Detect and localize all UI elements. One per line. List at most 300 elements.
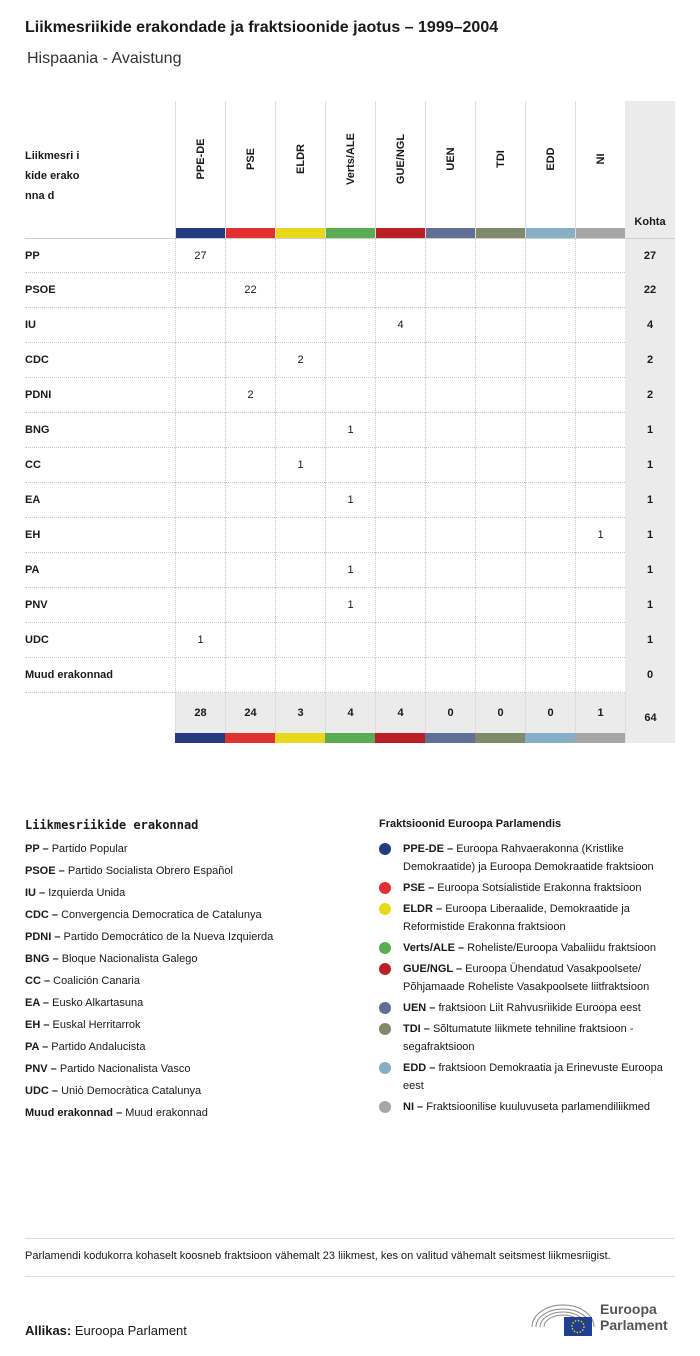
table-body [25,238,675,693]
seat-cell [225,343,275,378]
seat-cell [225,553,275,588]
seat-cell [425,343,475,378]
group-column-header [275,101,325,238]
group-color-stripe [475,733,525,743]
seat-cell [325,239,375,274]
seat-cell [225,623,275,658]
grand-total-cell: 64 [625,693,675,743]
party-legend-name: Convergencia Democratica de Catalunya [61,909,262,921]
group-color-dot-icon [379,843,391,855]
table-row [25,413,675,448]
group-legend [379,818,675,1119]
group-legend-code: EDD [403,1062,427,1074]
party-legend-code: PA [25,1041,40,1053]
seat-cell [225,308,275,343]
seat-cell [225,448,275,483]
seat-cell [325,623,375,658]
group-color-stripe [576,228,625,238]
party-code: CDC [25,354,49,366]
seat-cell [175,518,225,553]
seat-cell [225,413,275,448]
seat-cell [525,623,575,658]
seat-cell: 1 [175,623,225,658]
group-column-header [225,101,275,238]
seat-cell [475,308,525,343]
legend-separator: – [426,1002,439,1014]
group-column-header [525,101,575,238]
group-column-label: Verts/ALE [344,133,357,185]
seat-cell [375,588,425,623]
seat-cell [425,623,475,658]
seat-cell [375,448,425,483]
group-total-cell: 1 [575,693,625,733]
table-row [25,273,675,308]
seat-cell [225,588,275,623]
seat-cell [175,483,225,518]
seat-cell [475,343,525,378]
seat-cell [375,343,425,378]
legend-separator: – [39,1041,52,1053]
group-legend-code: UEN [403,1002,427,1014]
party-legend-code: EH [25,1019,41,1031]
seat-cell [425,483,475,518]
party-legend-item [25,948,355,970]
seat-cell [475,378,525,413]
party-code: PP [25,250,40,262]
seat-cell [575,588,625,623]
group-color-dot-icon [379,903,391,915]
seat-cell [575,448,625,483]
seat-cell: 1 [325,483,375,518]
legend-separator: – [48,909,62,921]
seat-cell [375,623,425,658]
seat-cell [175,273,225,308]
group-legend-item [379,1098,675,1116]
table-row [25,518,675,553]
table-row [25,483,675,518]
seat-cell [425,448,475,483]
seat-cell [575,623,625,658]
party-legend-code: CC [25,975,41,987]
seat-cell [475,448,525,483]
legend-separator: – [36,887,49,899]
seat-cell [375,413,425,448]
party-legend-code: UDC [25,1085,49,1097]
legend-separator: – [432,903,446,915]
group-legend-item [379,900,675,936]
group-column-label: UEN [444,147,457,171]
seat-cell [575,658,625,693]
seat-cell [375,378,425,413]
group-legend-item [379,1059,675,1095]
group-column-header [425,101,475,238]
group-column-label: TDI [494,150,507,168]
group-total-cell: 24 [225,693,275,733]
group-legend-item [379,879,675,897]
seat-cell [425,588,475,623]
group-column-label: NI [594,153,607,165]
group-color-stripe [175,733,225,743]
seat-cell [375,553,425,588]
legend-separator: – [443,843,457,855]
party-legend-name: Muud erakonnad [125,1107,208,1119]
logo-line-2: Parlament [600,1317,668,1333]
row-total-cell: 4 [625,308,675,343]
group-total-cell: 0 [525,693,575,733]
table-row [25,623,675,658]
seat-cell [575,239,625,274]
seat-cell [475,588,525,623]
group-total-cell: 0 [475,693,525,733]
group-color-stripe [376,228,425,238]
seat-cell [425,553,475,588]
seat-cell [375,483,425,518]
group-color-dot-icon [379,882,391,894]
party-legend [25,818,355,1124]
seat-cell [475,413,525,448]
legend-separator: – [414,1101,427,1113]
seat-cell [175,658,225,693]
seat-cell [275,413,325,448]
seat-cell [175,588,225,623]
party-legend-name: Partido Popular [51,843,128,855]
legend-separator: – [425,882,438,894]
row-total-cell: 27 [625,239,675,274]
seat-cell [525,448,575,483]
total-header-label: Kohta [634,216,666,228]
party-legend-item [25,838,355,860]
seat-cell [175,308,225,343]
group-column-header [175,101,225,238]
party-legend-name: Partido Nacionalista Vasco [59,1063,191,1075]
seat-cell: 1 [325,553,375,588]
legend-separator: – [47,1063,60,1075]
seat-cell [275,378,325,413]
seat-cell [325,658,375,693]
party-code: PSOE [25,284,56,296]
party-code: PNV [25,599,48,611]
group-color-stripe [476,228,525,238]
party-legend-list [25,838,355,1124]
group-legend-name: fraktsioon Demokraatia ja Erinevuste Euroopa eest [403,1062,663,1092]
seat-cell [225,483,275,518]
table-row [25,378,675,413]
party-legend-item [25,970,355,992]
legend-separator: – [40,975,54,987]
party-code: Muud erakonnad [25,669,114,681]
group-total-cell: 4 [375,693,425,733]
legend-separator: – [48,1085,62,1097]
seat-cell [525,588,575,623]
table-row [25,343,675,378]
parliament-hemicycle-icon [530,1301,596,1337]
seat-cell [375,518,425,553]
party-code: BNG [25,424,50,436]
page-subtitle: Hispaania - Avaistung [27,50,182,67]
group-legend-item [379,960,675,996]
legend-separator: – [40,1019,53,1031]
seat-cell [475,273,525,308]
party-legend-item [25,904,355,926]
seat-cell: 22 [225,273,275,308]
group-color-dot-icon [379,942,391,954]
group-legend-code: PSE [403,882,426,894]
group-color-stripe [526,228,575,238]
legend-separator: – [51,931,64,943]
group-column-label: PSE [244,147,257,171]
seat-cell [375,273,425,308]
seat-cell: 1 [325,588,375,623]
seat-cell [425,308,475,343]
seat-cell [275,308,325,343]
seat-cell [275,553,325,588]
seat-cell [425,658,475,693]
group-legend-item [379,1020,675,1056]
footnote: Parlamendi kodukorra kohaselt koosneb fraktsioon vähemalt 23 liikmest, kes on valitud vähemalt seitsmest liikmesriigist. [25,1238,675,1277]
party-legend-code: PDNI [25,931,52,943]
seat-cell [275,658,325,693]
seat-cell: 2 [275,343,325,378]
legend-separator: – [426,1062,439,1074]
seat-cell [475,483,525,518]
party-legend-item [25,860,355,882]
seat-cell: 4 [375,308,425,343]
group-legend-name: fraktsioon Liit Rahvusriikide Euroopa eest [438,1002,641,1014]
seat-cell [525,483,575,518]
group-color-stripe [275,733,325,743]
seat-cell [275,588,325,623]
group-legend-name: Fraktsioonilise kuuluvuseta parlamendiliikmed [426,1101,651,1113]
party-legend-code: PNV [25,1063,48,1075]
party-legend-code: PSOE [25,865,56,877]
group-column-label: ELDR [294,144,307,174]
legend-separator: – [39,997,53,1009]
seat-cell [275,483,325,518]
legend-separator: – [420,1023,433,1035]
row-total-cell: 2 [625,343,675,378]
seat-cell: 2 [225,378,275,413]
party-legend-name: Izquierda Unida [48,887,126,899]
party-legend-code: CDC [25,909,49,921]
group-color-stripe [325,733,375,743]
seat-cell [275,239,325,274]
seat-cell [525,658,575,693]
distribution-table [25,101,675,743]
group-legend-list [379,840,675,1116]
seat-cell [475,518,525,553]
seat-cell [425,378,475,413]
table-row [25,308,675,343]
legend-separator: – [454,942,468,954]
seat-cell [375,658,425,693]
group-legend-code: ELDR [403,903,433,915]
group-color-dot-icon [379,1062,391,1074]
seat-cell [175,553,225,588]
table-row [25,553,675,588]
party-legend-name: Eusko Alkartasuna [52,997,144,1009]
seat-cell [525,239,575,274]
seat-cell [175,378,225,413]
party-code: CC [25,459,41,471]
party-code: PA [25,564,40,576]
group-legend-code: NI [403,1101,414,1113]
seat-cell [475,553,525,588]
seat-cell [575,308,625,343]
group-color-stripe [425,733,475,743]
seat-cell [575,413,625,448]
seat-cell [175,343,225,378]
legend-separator: – [113,1107,126,1119]
party-legend-code: IU [25,887,36,899]
group-color-dot-icon [379,1101,391,1113]
seat-cell [425,273,475,308]
seat-cell [225,239,275,274]
party-code: IU [25,319,36,331]
seat-cell [325,518,375,553]
party-legend-code: BNG [25,953,50,965]
party-legend-item [25,882,355,904]
group-color-stripe [225,733,275,743]
party-legend-name: Partido Andalucista [51,1041,146,1053]
totals-row [25,693,675,743]
group-legend-name: Euroopa Rahvaerakonna (Kristlike Demokraatide) ja Euroopa Demokraatide fraktsioon [403,843,654,873]
seat-cell: 27 [175,239,225,274]
table-row [25,448,675,483]
row-header-label: Liikmesri ikide erakonna d [25,150,80,202]
seat-cell [575,553,625,588]
group-legend-code: GUE/NGL [403,963,453,975]
row-total-cell: 1 [625,588,675,623]
group-column-header [375,101,425,238]
party-legend-item [25,1058,355,1080]
party-legend-name: Uniò Democràtica Catalunya [61,1085,202,1097]
seat-cell [475,658,525,693]
party-legend-name: Partido Democrático de la Nueva Izquierda [63,931,274,943]
group-color-stripe [525,733,575,743]
group-column-label: PPE-DE [194,138,207,180]
logo-line-1: Euroopa [600,1301,657,1317]
seat-cell [325,273,375,308]
seat-cell [425,518,475,553]
group-legend-name: Roheliste/Euroopa Vabaliidu fraktsioon [467,942,656,954]
seat-cell [325,378,375,413]
table-header [25,101,675,238]
seat-cell [575,273,625,308]
legend-separator: – [452,963,466,975]
group-legend-name: Sõltumatute liikmete tehniline fraktsioon - segafraktsioon [403,1023,634,1053]
party-code: PDNI [25,389,52,401]
group-color-dot-icon [379,1002,391,1014]
seat-cell: 1 [575,518,625,553]
party-legend-item [25,1036,355,1058]
party-legend-name: Coalición Canaria [53,975,140,987]
party-legend-name: Euskal Herritarrok [52,1019,141,1031]
group-column-header [475,101,525,238]
party-legend-item [25,1014,355,1036]
seat-cell [325,308,375,343]
seat-cell [425,239,475,274]
seat-cell [175,448,225,483]
row-total-cell: 1 [625,518,675,553]
seat-cell [225,518,275,553]
seat-cell [425,413,475,448]
group-legend-name: Euroopa Ühendatud Vasakpoolsete/ Põhjamaade Roheliste Vasakpoolsete liitfraktsioon [403,963,650,993]
legend-separator: – [55,865,68,877]
seat-cell [525,553,575,588]
party-legend-item [25,992,355,1014]
group-legend-code: Verts/ALE [403,942,455,954]
group-legend-item [379,999,675,1017]
seat-cell [525,378,575,413]
group-legend-item [379,939,675,957]
seat-cell [325,343,375,378]
party-legend-item [25,1102,355,1124]
group-legend-item [379,840,675,876]
party-code: UDC [25,634,49,646]
row-total-cell: 1 [625,413,675,448]
party-legend-name: Bloque Nacionalista Galego [61,953,198,965]
group-column-header [325,101,375,238]
party-legend-name: Partido Socialista Obrero Español [67,865,233,877]
row-total-cell: 22 [625,273,675,308]
source-line [25,1323,187,1338]
group-color-stripe [276,228,325,238]
group-legend-heading: Fraktsioonid Euroopa Parlamendis [379,818,562,830]
group-color-stripe [426,228,475,238]
legend-separator: – [39,843,52,855]
source-value: Euroopa Parlament [74,1323,187,1338]
group-color-stripe [176,228,225,238]
seat-cell: 1 [325,413,375,448]
group-total-cell: 0 [425,693,475,733]
seat-cell [525,273,575,308]
row-total-cell: 1 [625,483,675,518]
group-legend-name: Euroopa Liberaalide, Demokraatide ja Reformistide Erakonna fraktsioon [403,903,630,933]
seat-cell [275,623,325,658]
group-color-dot-icon [379,963,391,975]
table-row [25,588,675,623]
legend-separator: – [49,953,62,965]
group-legend-code: TDI [403,1023,421,1035]
total-column-header [625,101,675,238]
seat-cell [575,343,625,378]
seat-cell [325,448,375,483]
party-legend-code: Muud erakonnad [25,1107,114,1119]
group-column-label: EDD [544,147,557,171]
seat-cell [575,378,625,413]
group-total-cell: 3 [275,693,325,733]
party-legend-code: EA [25,997,40,1009]
seat-cell [575,483,625,518]
row-total-cell: 2 [625,378,675,413]
table-row [25,238,675,273]
group-total-cell: 28 [175,693,225,733]
group-legend-code: PPE-DE [403,843,444,855]
seat-cell [475,623,525,658]
seat-cell [475,239,525,274]
party-legend-item [25,926,355,948]
seat-cell [175,413,225,448]
group-color-stripe [226,228,275,238]
party-code: EH [25,529,41,541]
group-column-label: GUE/NGL [394,133,407,185]
group-column-header [575,101,625,238]
party-legend-heading: Liikmesriikide erakonnad [25,818,199,832]
seat-cell [275,273,325,308]
seat-cell [525,343,575,378]
party-legend-item [25,1080,355,1102]
source-label: Allikas: [25,1323,72,1338]
